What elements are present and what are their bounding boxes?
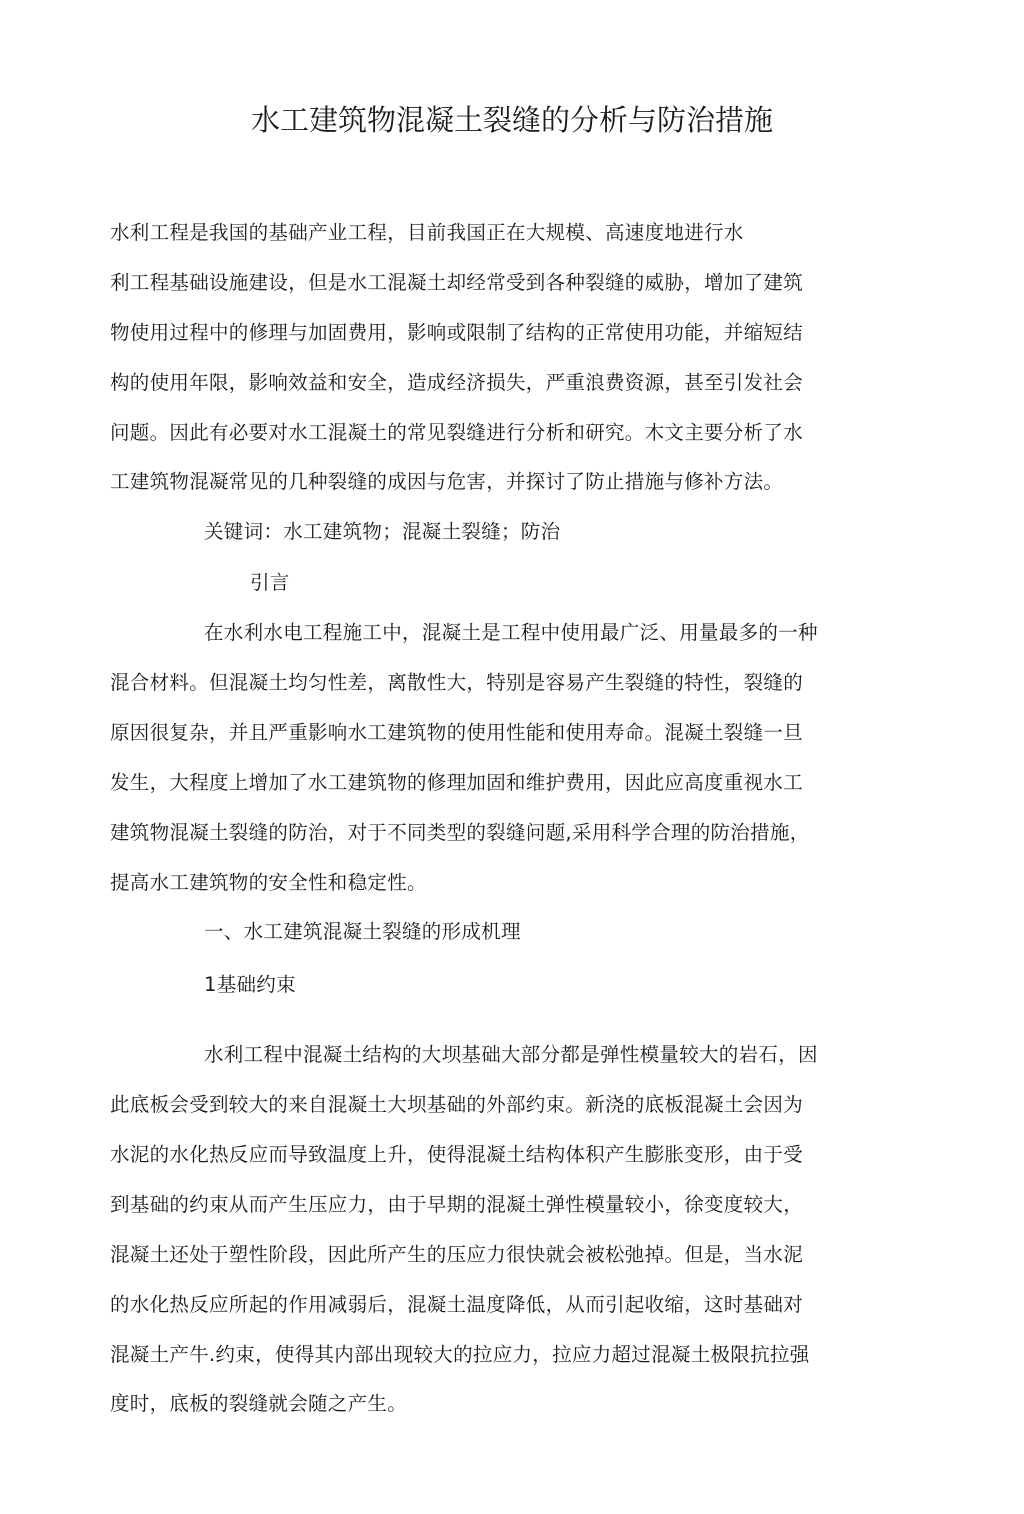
intro-line: 在水利水电工程施工中，混凝土是工程中使用最广泛、用量最多的一种 — [204, 621, 818, 644]
section-line: 混凝土还处于塑性阶段，因此所产生的压应力很快就会被松弛掉。但是，当水泥 — [110, 1243, 804, 1266]
section-line: 的水化热反应所起的作用减弱后，混凝土温度降低，从而引起收缩，这时基础对 — [110, 1293, 804, 1316]
section-line: 此底板会受到较大的来自混凝土大坝基础的外部约束。新浇的底板混凝土会因为 — [110, 1093, 804, 1116]
section-line: 度时，底板的裂缝就会随之产生。 — [110, 1392, 408, 1415]
abstract-line: 水利工程是我国的基础产业工程，目前我国正在大规模、高速度地进行水 — [110, 221, 744, 244]
subsection-heading: 1基础约束 — [204, 973, 296, 996]
section-line: 水泥的水化热反应而导致温度上升，使得混凝土结构体积产生膨胀变形，由于受 — [110, 1143, 804, 1166]
section-heading: 一、水工建筑混凝土裂缝的形成机理 — [204, 920, 521, 943]
section-line: 水利工程中混凝土结构的大坝基础大部分都是弹性模量较大的岩石，因 — [204, 1043, 818, 1066]
section-line: 到基础的约束从而产生压应力，由于早期的混凝土弹性模量较小，徐变度较大， — [110, 1193, 804, 1216]
intro-line: 发生，大程度上增加了水工建筑物的修理加固和维护费用，因此应高度重视水工 — [110, 771, 804, 794]
abstract-line: 工建筑物混凝常见的几种裂缝的成因与危害，并探讨了防止措施与修补方法。 — [110, 470, 784, 493]
abstract-line: 物使用过程中的修理与加固费用，影响或限制了结构的正常使用功能，并缩短结 — [110, 321, 804, 344]
document-title: 水工建筑物混凝土裂缝的分析与防治措施 — [250, 103, 773, 137]
intro-line: 原因很复杂，并且严重影响水工建筑物的使用性能和使用寿命。混凝土裂缝一旦 — [110, 721, 804, 744]
keywords-line: 关键词：水工建筑物；混凝土裂缝；防治 — [204, 520, 561, 543]
abstract-line: 利工程基础设施建设，但是水工混凝土却经常受到各种裂缝的威胁，增加了建筑 — [110, 271, 804, 294]
intro-line: 提高水工建筑物的安全性和稳定性。 — [110, 871, 427, 894]
intro-line: 混合材料。但混凝土均匀性差，离散性大，特别是容易产生裂缝的特性，裂缝的 — [110, 671, 804, 694]
abstract-line: 构的使用年限，影响效益和安全，造成经济损失，严重浪费资源，甚至引发社会 — [110, 371, 804, 394]
section-line: 混凝土产牛.约束，使得其内部出现较大的拉应力，拉应力超过混凝土极限抗拉强 — [110, 1343, 810, 1366]
intro-line: 建筑物混凝土裂缝的防治，对于不同类型的裂缝问题,采用科学合理的防治措施， — [110, 821, 810, 844]
intro-heading: 引言 — [250, 571, 290, 594]
abstract-line: 问题。因此有必要对水工混凝土的常见裂缝进行分析和研究。木文主要分析了水 — [110, 421, 804, 444]
